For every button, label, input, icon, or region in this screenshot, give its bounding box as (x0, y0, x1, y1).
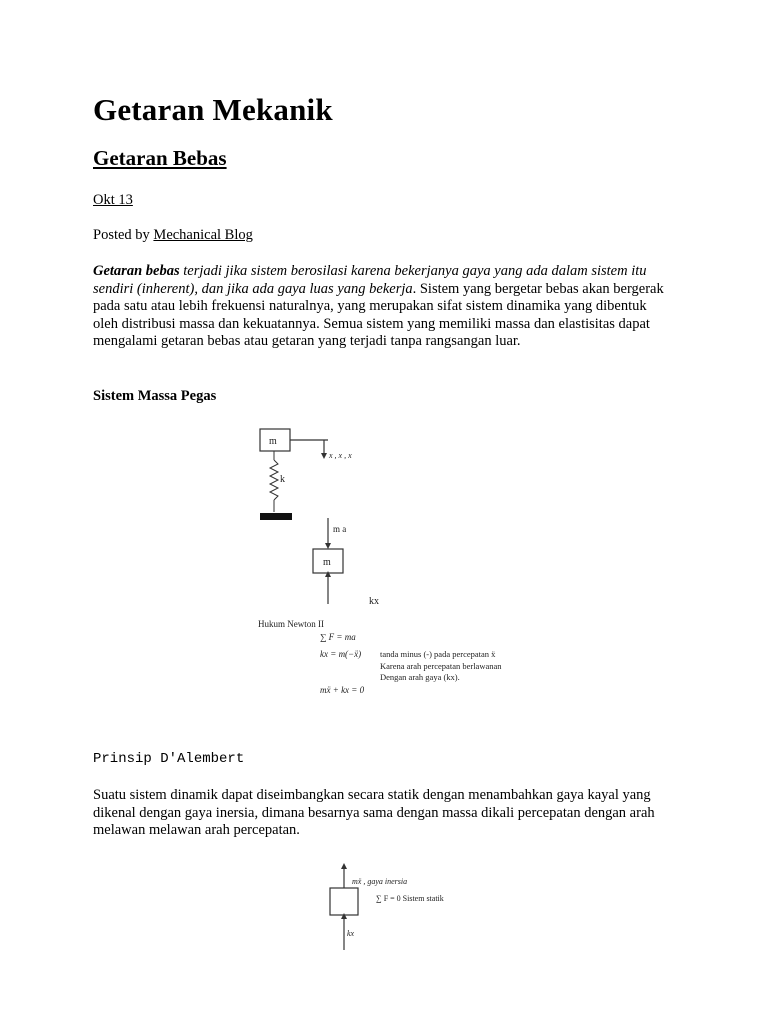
spring (270, 460, 278, 500)
intro-paragraph (93, 263, 671, 351)
eq-kx: kx = m(−ẍ) (320, 649, 362, 659)
posted-by-prefix: Posted by (93, 227, 154, 243)
page-title: Getaran Mekanik (93, 92, 333, 127)
eq-motion: mẍ + kx = 0 (320, 685, 365, 695)
spring-force-label-2: kx (347, 929, 355, 938)
mass-label-2: m (323, 557, 331, 568)
intro-term: Getaran bebas (93, 263, 180, 279)
dalembert-figure (310, 862, 480, 954)
dalembert-paragraph: Suatu sistem dinamik dapat diseimbangkan secara statik dengan menambahkan gaya kayal yang dikenal dengan gaya inersia, dimana besarnya sama dengan massa dikali percepatan dengan arah melawan melawan arah percepatan. (93, 787, 655, 839)
equilibrium-label: ∑ F = 0 Sistem statik (376, 894, 444, 903)
post-title-link[interactable]: Getaran Bebas (93, 146, 227, 170)
inertia-force-label: mẍ , gaya inersia (352, 877, 408, 886)
intro-normal: . Sistem yang bergetar bebas akan bergerak pada satu atau lebih frekuensi naturalnya, yang merupakan sifat sistem dinamika yang dibentuk oleh distribusi massa dan kekuatannya. Semua sistem yang memiliki massa dan elastisitas dapat mengalami getaran bebas atau getaran yang terjadi tanpa rangsangan luar. (93, 280, 664, 350)
note-direction: Karena arah percepatan berlawanan (380, 661, 502, 671)
section-heading-dalembert: Prinsip D'Alembert (93, 751, 245, 767)
intro-italic: terjadi jika sistem berosilasi karena bekerjanya gaya yang ada dalam sistem itu sendiri (inherent), dan jika ada gaya luas yang bekerja (93, 263, 647, 297)
note-minus: tanda minus (-) pada percepatan ẍ (380, 649, 496, 659)
author-link[interactable]: Mechanical Blog (153, 227, 253, 243)
spring-force-label: kx (369, 596, 379, 607)
eq-sum-force: ∑ F = ma (320, 632, 356, 642)
note-force: Dengan arah gaya (kx). (380, 672, 460, 682)
ground (260, 513, 292, 520)
displacement-label: x , x , x (329, 451, 352, 460)
spring-label: k (280, 474, 285, 485)
posted-by (93, 227, 253, 244)
inertia-label: m a (333, 524, 347, 534)
mass-label: m (269, 436, 277, 447)
date-link[interactable]: Okt 13 (93, 192, 133, 208)
section-heading-mass-spring: Sistem Massa Pegas (93, 388, 217, 404)
static-mass-block (330, 888, 358, 915)
law-title: Hukum Newton II (258, 619, 324, 629)
mass-spring-figure (250, 420, 550, 710)
